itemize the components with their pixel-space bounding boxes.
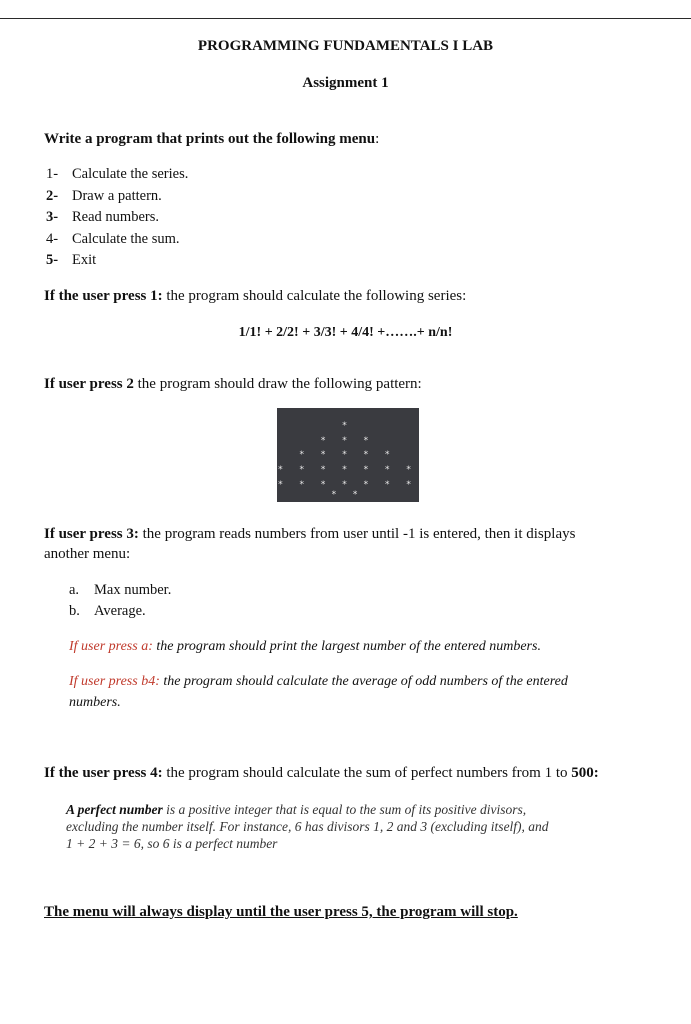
option1-paragraph [44, 288, 466, 305]
submenu-letter: a. [69, 582, 80, 598]
note-b [69, 674, 568, 690]
option4-text: the program should calculate the sum of perfect numbers from 1 to [162, 765, 572, 781]
pattern-row: * * * [320, 436, 376, 446]
menu-item-1 [46, 166, 188, 183]
option2-lead: If user press 2 [44, 376, 134, 392]
submenu-item-a [69, 582, 171, 599]
perfect-number-definition [66, 801, 666, 852]
submenu-label: Average. [94, 603, 146, 619]
top-rule [0, 18, 691, 19]
option3-text-line2: another menu: [44, 546, 131, 562]
note-a-text: the program should print the largest number of the entered numbers. [152, 639, 541, 654]
option1-lead: If the user press 1: [44, 288, 163, 304]
note-b-text: the program should calculate the average of odd numbers of the entered [159, 674, 568, 689]
definition-text: is a positive integer that is equal to the sum of its positive divisors, [162, 802, 527, 817]
menu-item-3 [46, 209, 159, 226]
option2-paragraph [44, 376, 422, 393]
pattern-image [277, 408, 419, 502]
note-b-lead: If user press b4: [69, 674, 160, 689]
menu-item-number: 5- [46, 252, 59, 268]
menu-item-label: Calculate the series. [72, 166, 189, 182]
submenu-item-b [69, 603, 146, 620]
option3-lead: If user press 3: [44, 526, 139, 542]
menu-item-number: 2- [46, 188, 59, 204]
definition-term: A perfect number [66, 802, 163, 817]
pattern-row: * [342, 421, 354, 431]
option4-paragraph [44, 765, 599, 782]
series-formula: 1/1! + 2/2! + 3/3! + 4/4! +…….+ n/n! [238, 325, 453, 340]
menu-item-number: 1- [46, 166, 59, 182]
pattern-row: * * * * * * * [278, 465, 418, 475]
pattern-row: * * * * * * * * * [278, 480, 418, 500]
menu-item-label: Calculate the sum. [72, 231, 180, 247]
option2-text: the program should draw the following pattern: [133, 376, 422, 392]
menu-item-label: Draw a pattern. [72, 188, 162, 204]
submenu-label: Max number. [94, 582, 172, 598]
menu-item-number: 4- [46, 231, 59, 247]
definition-line-2: excluding the number itself. For instance, 6 has divisors 1, 2 and 3 (excluding itself), and [66, 819, 549, 834]
menu-item-label: Read numbers. [72, 209, 159, 225]
note-a [69, 639, 541, 655]
option4-limit: 500: [571, 765, 599, 781]
document-title: PROGRAMMING FUNDAMENTALS I LAB [197, 38, 494, 54]
definition-line-1 [66, 801, 666, 818]
menu-item-number: 3- [46, 209, 59, 225]
intro-paragraph [44, 131, 379, 148]
option1-text: the program should calculate the following series: [162, 288, 467, 304]
intro-colon: : [375, 131, 380, 147]
menu-item-5 [46, 252, 96, 269]
option3-paragraph [44, 526, 575, 543]
note-b-line2: numbers. [69, 695, 121, 710]
definition-line-3: 1 + 2 + 3 = 6, so 6 is a perfect number [66, 836, 278, 851]
intro-text: Write a program that prints out the following menu [44, 131, 376, 147]
option4-lead: If the user press 4: [44, 765, 163, 781]
assignment-subtitle: Assignment 1 [302, 75, 389, 91]
pattern-row: * * * * * [299, 450, 397, 460]
option3-text: the program reads numbers from user until -1 is entered, then it displays [138, 526, 576, 542]
closing-note: The menu will always display until the user press 5, the program will stop. [44, 904, 518, 920]
menu-item-4 [46, 231, 180, 248]
note-a-lead: If user press a: [69, 639, 153, 654]
menu-item-2 [46, 188, 162, 205]
submenu-letter: b. [69, 603, 80, 619]
menu-item-label: Exit [72, 252, 97, 268]
